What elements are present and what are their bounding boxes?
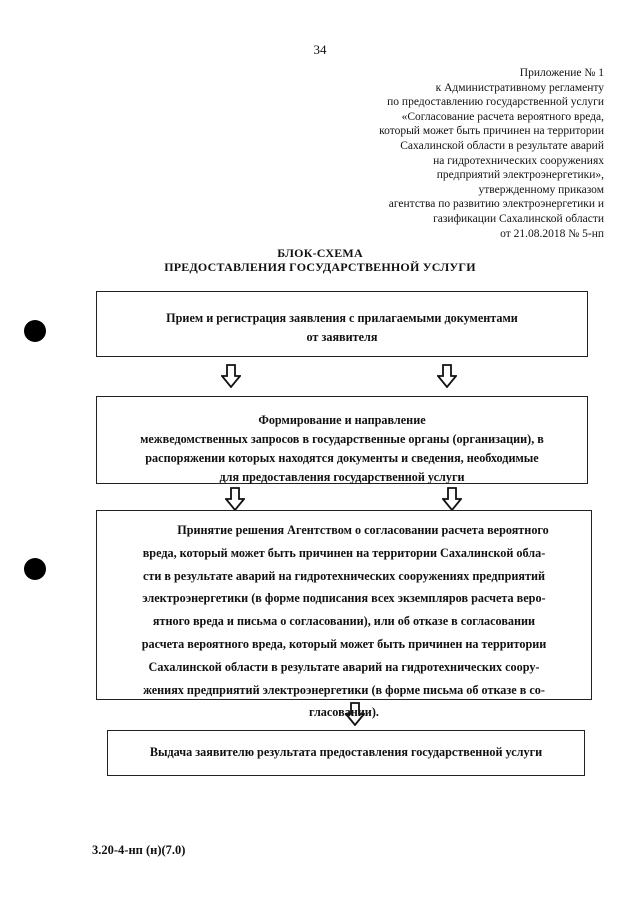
flow-step-text: Сахалинской области в результате аварий на гидротехнических соору- xyxy=(148,659,540,674)
appendix-line: агентства по развитию электроэнергетики и xyxy=(388,198,604,211)
flow-step-text: распоряжении которых находятся документы и сведения, необходимые xyxy=(145,451,539,465)
appendix-line: по предоставлению государственной услуги xyxy=(387,96,604,109)
flow-step-text: ятного вреда и письма о согласовании), или об отказе в согласовании xyxy=(152,614,536,629)
flow-step-text: Формирование и направление xyxy=(258,413,426,427)
down-arrow-icon xyxy=(221,364,241,388)
flow-step-text: сти в результате аварий на гидротехнических сооружениях предприятий xyxy=(142,568,546,583)
punch-hole-icon xyxy=(24,320,46,342)
flow-step-interdepartmental-requests xyxy=(96,396,588,484)
appendix-line: от 21.08.2018 № 5-нп xyxy=(500,227,604,240)
flow-step-decision xyxy=(96,510,592,720)
appendix-line: «Согласование расчета вероятного вреда, xyxy=(401,110,604,123)
appendix-line: предприятий электроэнергетики», xyxy=(436,169,604,182)
flow-step-text: жениях предприятий электроэнергетики (в форме письма об отказе в со- xyxy=(143,682,545,697)
scheme-title-line: ПРЕДОСТАВЛЕНИЯ ГОСУДАРСТВЕННОЙ УСЛУГИ xyxy=(164,260,476,274)
flow-step-text: электроэнергетики (в форме подписания всех экземпляров расчета веро- xyxy=(142,591,546,606)
appendix-line: к Административному регламенту xyxy=(435,81,604,94)
appendix-line: Приложение № 1 xyxy=(519,67,604,79)
down-arrow-icon xyxy=(442,487,462,511)
flow-step-text: Выдача заявителю результата предоставления государственной услуги xyxy=(149,745,543,759)
page-number: 34 xyxy=(313,42,327,57)
down-arrow-icon xyxy=(345,702,365,726)
appendix-line: на гидротехнических сооружениях xyxy=(433,154,604,167)
flow-step-text: от заявителя xyxy=(306,329,378,344)
flow-step-text: Прием и регистрация заявления с прилагаемыми документами xyxy=(166,311,518,325)
appendix-line: Сахалинской области в результате аварий xyxy=(400,139,604,152)
flow-step-text: для предоставления государственной услуги xyxy=(219,470,465,484)
flow-step-text: Принятие решения Агентством о согласовании расчета вероятного xyxy=(177,523,549,537)
flow-step-reception xyxy=(96,291,588,357)
appendix-line: утвержденному приказом xyxy=(478,183,604,196)
flow-step-text: расчета вероятного вреда, который может быть причинен на территории xyxy=(141,636,547,651)
flow-step-result-issuance xyxy=(107,730,585,776)
flow-step-text: гласовании). xyxy=(309,705,379,720)
appendix-line: газификации Сахалинской области xyxy=(433,212,604,225)
appendix-line: который может быть причинен на территории xyxy=(379,125,604,138)
down-arrow-icon xyxy=(437,364,457,388)
flow-step-text: межведомственных запросов в государственные органы (организации), в xyxy=(140,432,544,446)
punch-hole-icon xyxy=(24,558,46,580)
scheme-title xyxy=(0,246,640,274)
flow-step-text: вреда, который может быть причинен на территории Сахалинской обла- xyxy=(142,545,546,560)
document-code: 3.20-4-нп (н)(7.0) xyxy=(92,843,186,857)
scheme-title-line: БЛОК-СХЕМА xyxy=(277,246,363,260)
appendix-header xyxy=(284,66,604,241)
down-arrow-icon xyxy=(225,487,245,511)
